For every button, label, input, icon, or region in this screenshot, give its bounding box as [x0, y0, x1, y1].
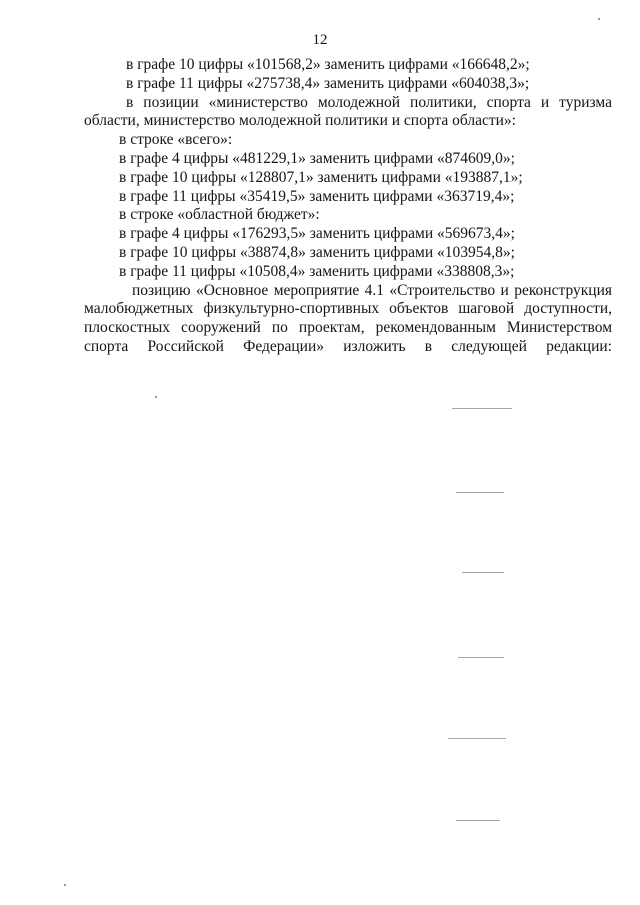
text-line: спорта Российской Федерации» изложить в следующей редакции: — [84, 337, 612, 355]
text-line: в графе 4 цифры «481229,1» заменить цифрами «874609,0»; — [119, 149, 515, 167]
text-line: в графе 11 цифры «10508,4» заменить цифрами «338808,3»; — [119, 262, 515, 280]
text-line: малобюджетных физкультурно-спортивных объектов шаговой доступности, — [84, 300, 612, 318]
scan-artifact — [452, 408, 512, 409]
text-line: в графе 4 цифры «176293,5» заменить цифрами «569673,4»; — [119, 225, 515, 243]
document-body — [84, 56, 612, 357]
text-line: в графе 11 цифры «275738,4» заменить цифрами «604038,3»; — [126, 74, 530, 92]
text-line: позицию «Основное мероприятие 4.1 «Строительство и реконструкция — [132, 281, 612, 299]
scan-artifact — [462, 572, 504, 573]
text-line: в строке «всего»: — [119, 131, 233, 149]
text-line: в позиции «министерство молодежной политики, спорта и туризма — [126, 93, 612, 111]
text-line: в графе 10 цифры «38874,8» заменить цифрами «103954,8»; — [119, 243, 515, 261]
scan-speck — [598, 18, 600, 20]
scan-artifact — [456, 820, 500, 821]
text-line: в графе 11 цифры «35419,5» заменить цифрами «363719,4»; — [119, 187, 515, 205]
scan-artifact — [448, 738, 506, 739]
text-line: в графе 10 цифры «101568,2» заменить цифрами «166648,2»; — [126, 56, 530, 73]
scan-artifact — [458, 657, 504, 658]
scan-speck — [64, 884, 66, 886]
text-line: в графе 10 цифры «128807,1» заменить цифрами «193887,1»; — [119, 168, 523, 186]
text-line: плоскостных сооружений по проектам, рекомендованным Министерством — [84, 319, 612, 337]
page-number: 12 — [312, 32, 328, 48]
text-line: в строке «областной бюджет»: — [119, 206, 320, 224]
text-line: области, министерство молодежной политики и спорта области»: — [84, 112, 516, 130]
scan-speck — [155, 396, 157, 398]
scan-artifact — [456, 492, 504, 493]
